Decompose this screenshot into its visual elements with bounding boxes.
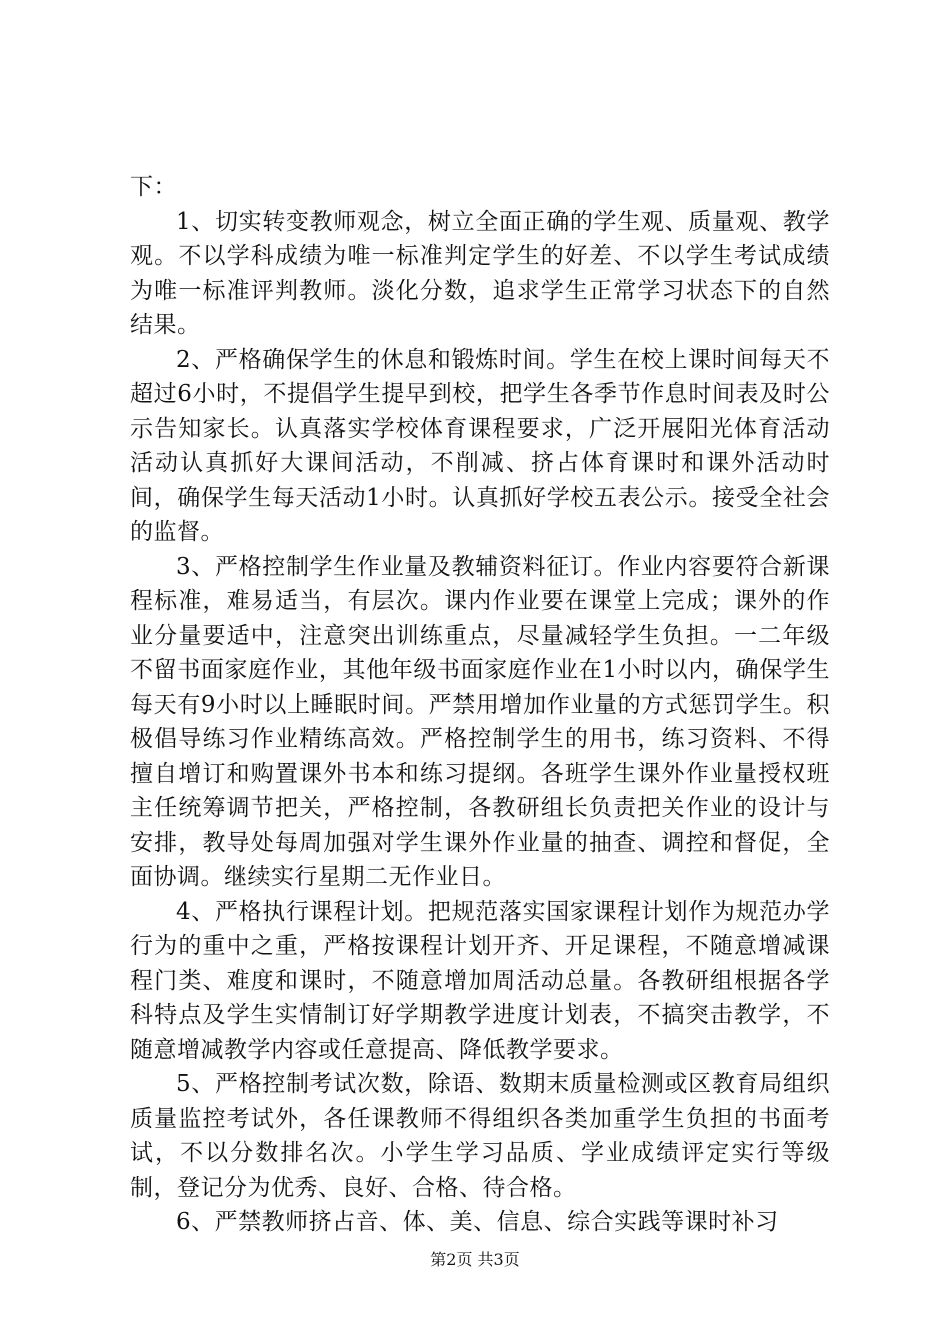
paragraph-4: 4、严格执行课程计划。把规范落实国家课程计划作为规范办学行为的重中之重，严格按课程计划开齐、开足课程，不随意增减课程门类、难度和课时，不随意增加周活动总量。各教研组根据各学科特点及学生实情制订好学期教学进度计划表，不搞突击教学，不随意增减教学内容或任意提高、降低教学要求。 [130,898,830,1063]
paragraph-3: 3、严格控制学生作业量及教辅资料征订。作业内容要符合新课程标准，难易适当，有层次。课内作业要在课堂上完成；课外的作业分量要适中，注意突出训练重点，尽量减轻学生负担。一二年级不留书面家庭作业，其他年级书面家庭作业在1小时以内，确保学生每天有9小时以上睡眠时间。严禁用增加作业量的方式惩罚学生。积极倡导练习作业精练高效。严格控制学生的用书，练习资料、不得擅自增订和购置课外书本和练习提纲。各班学生课外作业量授权班主任统筹调节把关，严格控制，各教研组长负责把关作业的设计与安排，教导处每周加强对学生课外作业量的抽查、调控和督促，全面协调。继续实行星期二无作业日。 [130,553,830,890]
paragraph-2: 2、严格确保学生的休息和锻炼时间。学生在校上课时间每天不超过6小时，不提倡学生提早到校，把学生各季节作息时间表及时公示告知家长。认真落实学校体育课程要求，广泛开展阳光体育活动活动认真抓好大课间活动，不削减、挤占体育课时和课外活动时间，确保学生每天活动1小时。认真抓好学校五表公示。接受全社会的监督。 [130,346,830,545]
document-body [130,170,830,1240]
paragraph-5: 5、严格控制考试次数，除语、数期末质量检测或区教育局组织质量监控考试外，各任课教师不得组织各类加重学生负担的书面考试，不以分数排名次。小学生学习品质、学业成绩评定实行等级制，登记分为优秀、良好、合格、待合格。 [130,1071,830,1201]
paragraph-6: 6、严禁教师挤占音、体、美、信息、综合实践等课时补习 [176,1209,779,1235]
paragraph-1: 1、切实转变教师观念，树立全面正确的学生观、质量观、教学观。不以学科成绩为唯一标准判定学生的好差、不以学生考试成绩为唯一标准评判教师。淡化分数，追求学生正常学习状态下的自然结果。 [130,208,830,338]
page-footer: 第2页 共3页 [430,1250,520,1269]
lead-line: 下： [130,174,177,200]
